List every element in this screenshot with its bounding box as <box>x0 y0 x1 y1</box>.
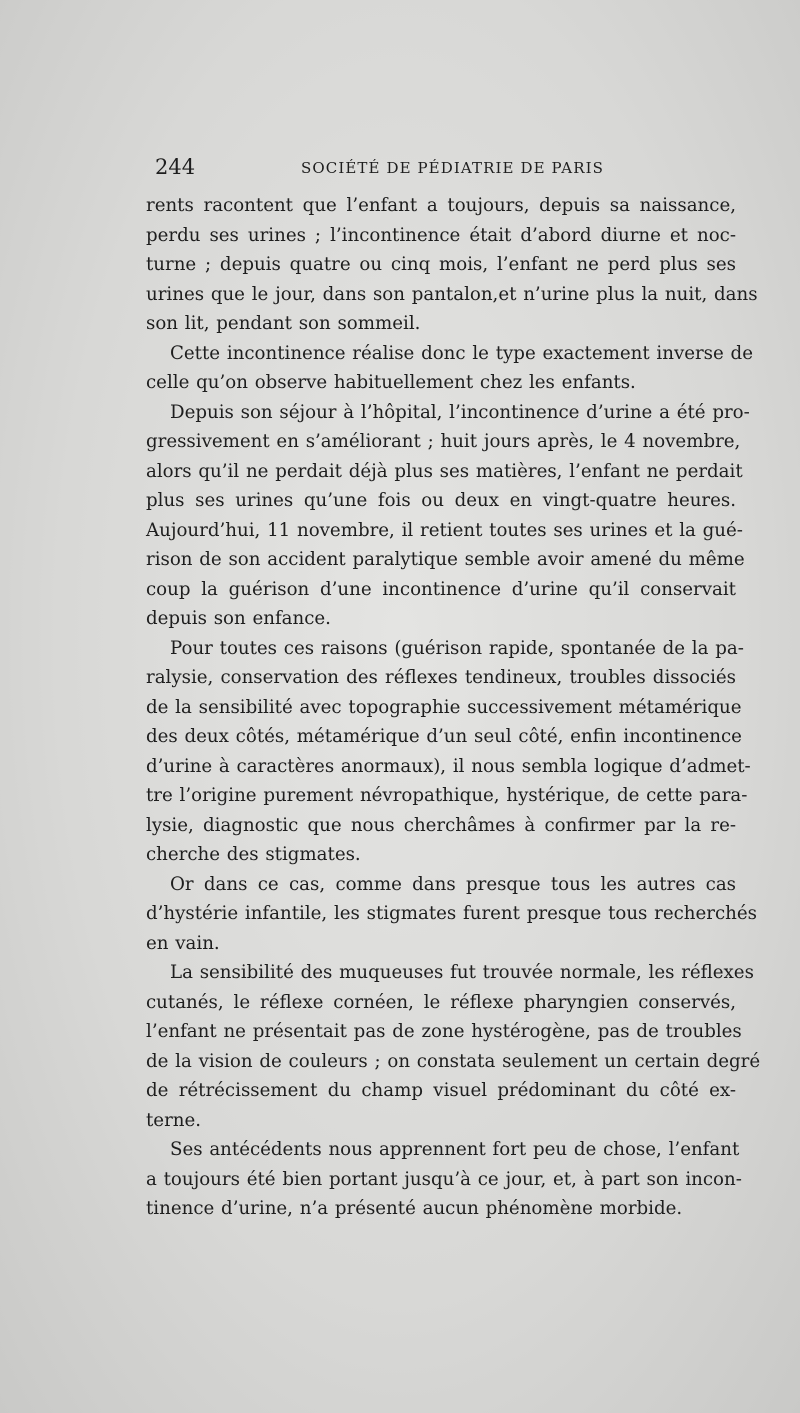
text-line: a toujours été bien portant jusqu’à ce jour, et, à part son incon- <box>146 1168 742 1190</box>
text-line: tinence d’urine, n’a présenté aucun phénomène morbide. <box>146 1198 683 1219</box>
text-line: tre l’origine purement névropathique, hystérique, de cette para- <box>146 785 748 806</box>
text-line: Pour toutes ces raisons (guérison rapide, spontanée de la pa- <box>170 637 744 659</box>
text-line: d’urine à caractères anormaux), il nous sembla logique d’admet- <box>146 755 751 777</box>
running-title: SOCIÉTÉ DE PÉDIATRIE DE PARIS <box>301 159 605 177</box>
text-line: Cette incontinence réalise donc le type exactement inverse de <box>170 342 753 364</box>
text-line: rents racontent que l’enfant a toujours, depuis sa naissance, <box>146 195 736 216</box>
text-line: en vain. <box>146 932 220 954</box>
text-line: Depuis son séjour à l’hôpital, l’incontinence d’urine a été pro- <box>170 401 750 423</box>
text-line: l’enfant ne présentait pas de zone hystérogène, pas de troubles <box>146 1021 742 1042</box>
text-line: des deux côtés, métamérique d’un seul côté, enfin incontinence <box>146 726 742 747</box>
text-line: de la vision de couleurs ; on constata seulement un certain degré <box>146 1050 761 1072</box>
text-line: de rétrécissement du champ visuel prédominant du côté ex- <box>146 1080 736 1101</box>
text-line: plus ses urines qu’une fois ou deux en vingt-quatre heures. <box>146 490 736 511</box>
text-line: depuis son enfance. <box>146 608 331 629</box>
text-line: d’hystérie infantile, les stigmates furent presque tous recherchés <box>146 903 757 924</box>
text-line: gressivement en s’améliorant ; huit jours après, le 4 novembre, <box>146 431 741 452</box>
text-line: celle qu’on observe habituellement chez les enfants. <box>146 372 636 393</box>
text-line: de la sensibilité avec topographie successivement métamérique <box>146 696 742 718</box>
text-line: ralysie, conservation des réflexes tendineux, troubles dissociés <box>146 667 736 688</box>
text-line: cherche des stigmates. <box>146 844 361 865</box>
text-line: cutanés, le réflexe cornéen, le réflexe pharyngien conservés, <box>146 991 736 1013</box>
body-text <box>146 191 761 1224</box>
text-line: son lit, pendant son sommeil. <box>146 313 421 334</box>
text-line: perdu ses urines ; l’incontinence était d’abord diurne et noc- <box>146 224 736 246</box>
text-line: turne ; depuis quatre ou cinq mois, l’enfant ne perd plus ses <box>146 254 736 275</box>
text-line: coup la guérison d’une incontinence d’urine qu’il conservait <box>146 578 736 600</box>
text-line: urines que le jour, dans son pantalon,et n’urine plus la nuit, dans <box>146 283 758 305</box>
page-number: 244 <box>155 155 196 179</box>
text-line: alors qu’il ne perdait déjà plus ses matières, l’enfant ne perdait <box>146 460 743 482</box>
page-header <box>155 155 740 185</box>
text-line: Aujourd’hui, 11 novembre, il retient toutes ses urines et la gué- <box>146 519 743 541</box>
text-line: lysie, diagnostic que nous cherchâmes à confirmer par la re- <box>146 814 736 836</box>
text-line: terne. <box>146 1109 202 1131</box>
text-line: Or dans ce cas, comme dans presque tous les autres cas <box>170 873 736 895</box>
text-line: rison de son accident paralytique semble avoir amené du même <box>146 549 745 570</box>
text-line: La sensibilité des muqueuses fut trouvée normale, les réflexes <box>170 962 754 983</box>
text-line: Ses antécédents nous apprennent fort peu de chose, l’enfant <box>170 1139 740 1160</box>
